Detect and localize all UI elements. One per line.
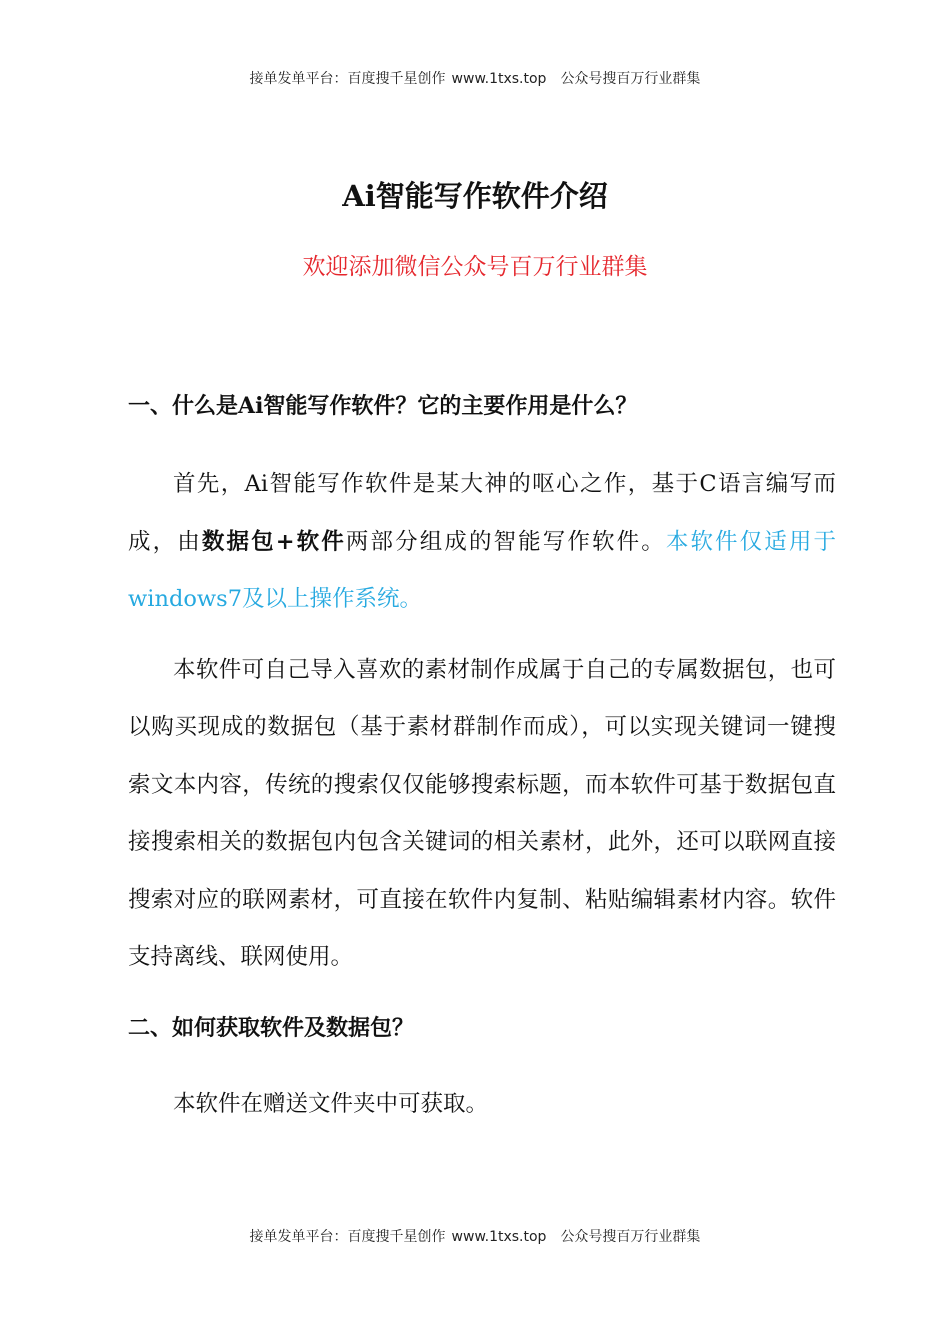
- header-platform: 接单发单平台：百度搜千星创作: [249, 71, 446, 87]
- footer-account: 公众号搜百万行业群集: [560, 1229, 701, 1245]
- header-account: 公众号搜百万行业群集: [560, 71, 701, 87]
- section-1-heading: 一、什么是Ai智能写作软件？它的主要作用是什么？: [128, 393, 638, 419]
- section-1-paragraph-2: 本软件可自己导入喜欢的素材制作成属于自己的专属数据包，也可以购买现成的数据包（基于素材群制作而成），可以实现关键词一键搜索文本内容，传统的搜索仅仅能够搜索标题，而本软件可基于数据包直接搜索相关的数据包内包含关键词的相关素材，此外，还可以联网直接搜索对应的联网素材，可直接在软件内复制、粘贴编辑素材内容。软件支持离线、联网使用。: [128, 656, 836, 970]
- document-body: [128, 390, 836, 1133]
- page-footer: [0, 1226, 950, 1246]
- document-subtitle: 欢迎添加微信公众号百万行业群集: [302, 254, 648, 280]
- header-url: www.1txs.top: [451, 71, 547, 87]
- section-2-heading: 二、如何获取软件及数据包？: [128, 1014, 415, 1041]
- footer-url: www.1txs.top: [451, 1229, 547, 1245]
- section-2-paragraph-1: 本软件在赠送文件夹中可获取。: [173, 1090, 489, 1117]
- section-1-paragraph-1: [128, 456, 836, 629]
- bold-data-package: 数据包: [201, 528, 276, 555]
- footer-platform: 接单发单平台：百度搜千星创作: [249, 1229, 446, 1245]
- document-title: Ai智能写作软件介绍: [342, 179, 608, 213]
- bold-software: 软件: [294, 528, 346, 555]
- intro-text: 首先，Ai智能写作软件是某大神的呕心之作，基于C语言编写而成，由: [128, 471, 836, 555]
- os-requirement-note: 本软件仅适用于windows7及以上操作系统。: [128, 528, 836, 612]
- plus-sign: +: [275, 528, 295, 555]
- rest-text: 两部分组成的智能写作软件。: [345, 528, 666, 555]
- page-header: [0, 68, 950, 88]
